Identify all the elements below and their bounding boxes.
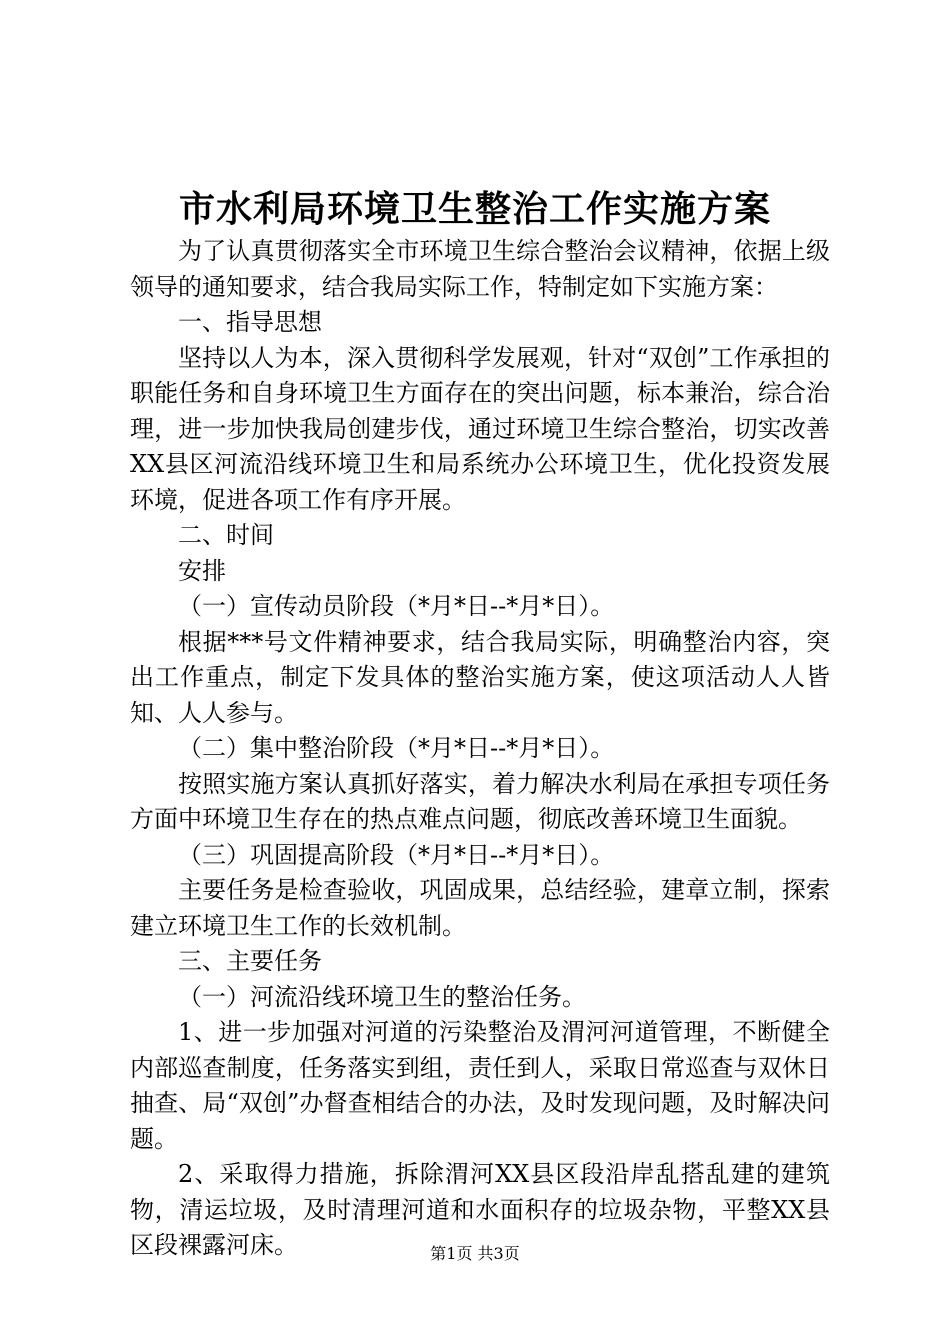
page-number: 第1页 共3页 xyxy=(430,1244,520,1263)
heading-river-tasks: （一）河流沿线环境卫生的整治任务。 xyxy=(178,982,586,1011)
paragraph-task-1: 1、进一步加强对河道的污染整治及渭河河道管理，不断健全内部巡查制度，任务落实到组，责任到人，采取日常巡查与双休日抽查、局“双创”办督查相结合的办法，及时发现问题，及时解决问题。 xyxy=(130,1018,830,1153)
heading-time: 二、时间 xyxy=(178,521,274,549)
paragraph-phase-3: 主要任务是检查验收，巩固成果，总结经验，建章立制，探索建立环境卫生工作的长效机制。 xyxy=(130,876,830,940)
heading-guiding-ideology: 一、指导思想 xyxy=(178,308,322,336)
paragraph-intro: 为了认真贯彻落实全市环境卫生综合整治会议精神，依据上级领导的通知要求，结合我局实际工作，特制定如下实施方案： xyxy=(130,237,830,301)
paragraph-guiding-ideology: 坚持以人为本，深入贯彻科学发展观，针对“双创”工作承担的职能任务和自身环境卫生方面存在的突出问题，标本兼治，综合治理，进一步加快我局创建步伐，通过环境卫生综合整治，切实改善XX县区河流沿线环境卫生和局系统办公环境卫生，优化投资发展环境，促进各项工作有序开展。 xyxy=(130,343,830,514)
heading-phase-1: （一）宣传动员阶段（*月*日--*月*日）。 xyxy=(178,592,615,620)
document-body xyxy=(130,234,830,1264)
paragraph-phase-1: 根据***号文件精神要求，结合我局实际，明确整治内容，突出工作重点，制定下发具体的整治实施方案，使这项活动人人皆知、人人参与。 xyxy=(130,627,830,727)
heading-arrangement: 安排 xyxy=(178,556,226,585)
paragraph-task-2: 2、采取得力措施，拆除渭河XX县区段沿岸乱搭乱建的建筑物，清运垃圾，及时清理河道和水面积存的垃圾杂物，平整XX县区段裸露河床。 xyxy=(130,1160,830,1259)
paragraph-phase-2: 按照实施方案认真抓好落实，着力解决水利局在承担专项任务方面中环境卫生存在的热点难点问题，彻底改善环境卫生面貌。 xyxy=(130,769,830,833)
heading-phase-2: （二）集中整治阶段（*月*日--*月*日）。 xyxy=(178,734,615,762)
heading-main-tasks: 三、主要任务 xyxy=(178,947,322,975)
document-title: 市水利局环境卫生整治工作实施方案 xyxy=(178,188,771,230)
heading-phase-3: （三）巩固提高阶段（*月*日--*月*日）。 xyxy=(178,840,615,869)
